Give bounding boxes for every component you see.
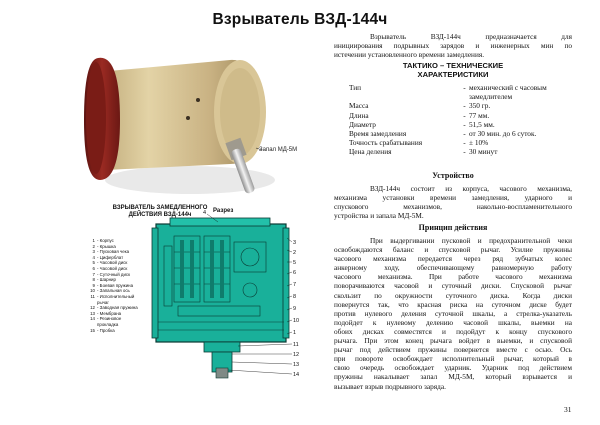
spec-value: от 30 мин. до 6 суток. bbox=[469, 129, 537, 139]
spec-name: Длина bbox=[349, 110, 369, 120]
callout-number: 8 bbox=[293, 294, 297, 300]
device-heading: Устройство bbox=[432, 171, 474, 180]
spec-value: 30 минут bbox=[469, 147, 498, 157]
spec-dash: - bbox=[463, 129, 466, 139]
principle-line: подойдет к нулевому делению часовой шкалы, выемки на bbox=[334, 317, 572, 327]
legend-text: - Мембрана bbox=[97, 310, 122, 316]
diagram-legend bbox=[86, 238, 156, 333]
legend-text: - Часовой диск bbox=[97, 265, 128, 271]
spec-row bbox=[349, 138, 579, 147]
legend-item bbox=[86, 328, 156, 334]
legend-number: 9 bbox=[92, 282, 95, 288]
intro-line: истечении установленного времени замедления. bbox=[334, 50, 485, 60]
legend-text: - Часовой диск bbox=[97, 260, 128, 266]
legend-text-cont: прокладка bbox=[97, 321, 119, 327]
spec-dash: - bbox=[463, 83, 466, 92]
device-line: ВЗД-144ч состоит из корпуса, часового механизма, bbox=[370, 184, 572, 193]
legend-item bbox=[86, 294, 156, 300]
principle-line: рычаг под действием пружины повернется вместе с осью. Ось bbox=[334, 345, 572, 355]
spec-dash: - bbox=[463, 110, 466, 120]
spec-dash: - bbox=[463, 147, 466, 157]
principle-line: поворачиваются часовой и суточный диски. Спусковой рычаг bbox=[334, 281, 572, 291]
principle-paragraph bbox=[334, 236, 572, 391]
callout-number: 12 bbox=[293, 352, 300, 358]
principle-line: повернутся так, что красная риска на суточном диске будет bbox=[334, 299, 572, 309]
spec-row bbox=[349, 101, 579, 110]
spec-value: механический с часовым bbox=[469, 83, 547, 92]
principle-line: вызывает взрыв подрывного заряда. bbox=[334, 381, 446, 391]
principle-line: освобождаются баланс и спусковой рычаг. Усилие пружины bbox=[334, 245, 572, 255]
spec-name: Масса bbox=[349, 101, 369, 111]
specs-heading bbox=[334, 61, 572, 79]
legend-number: 12 bbox=[90, 305, 95, 311]
callout-number: 2 bbox=[293, 250, 297, 256]
legend-text: - Заводная пружина bbox=[97, 305, 138, 311]
spec-value: 77 мм. bbox=[469, 110, 490, 120]
intro-line: Взрыватель ВЗД-144ч предназначается для bbox=[370, 32, 572, 41]
principle-line: пружины накалывает запал МД-5М, который взрывается и bbox=[334, 372, 572, 382]
callout-number: 14 bbox=[293, 372, 300, 378]
legend-number: 8 bbox=[92, 277, 95, 283]
callout-number: 9 bbox=[293, 306, 297, 312]
legend-text: - Резиновое bbox=[97, 316, 122, 322]
callout-number: 11 bbox=[293, 342, 299, 348]
diagram-caption bbox=[100, 205, 220, 219]
callout-number: 13 bbox=[293, 362, 300, 368]
spec-row bbox=[349, 147, 579, 156]
specs-heading-line: ХАРАКТЕРИСТИКИ bbox=[417, 70, 489, 80]
callout-number: 7 bbox=[293, 282, 297, 288]
spec-row bbox=[349, 120, 579, 129]
spec-name: Цена деления bbox=[349, 147, 392, 157]
principle-line: обоих дисках совместятся и подойдут к концу спускового bbox=[334, 326, 572, 336]
callout-number: 5 bbox=[293, 260, 297, 266]
legend-number: 7 bbox=[92, 271, 95, 277]
legend-text: - Крышка bbox=[97, 243, 116, 249]
spec-value: 350 гр. bbox=[469, 101, 491, 111]
legend-number: 6 bbox=[92, 265, 95, 271]
spec-row bbox=[349, 129, 579, 138]
legend-number: 15 bbox=[90, 327, 95, 333]
principle-line: свою очередь освобождает ударник. Ударник под действием bbox=[334, 363, 572, 373]
legend-number: 10 bbox=[90, 288, 95, 294]
spec-name: Точность срабатывания bbox=[349, 138, 423, 148]
legend-number: 11 bbox=[90, 293, 95, 299]
legend-text: - Боевая пружина bbox=[97, 282, 134, 288]
diagram-caption-line: ДЕЙСТВИЯ ВЗД-144ч bbox=[128, 212, 192, 218]
legend-text: - Циферблат bbox=[97, 254, 124, 260]
spec-name: Тип bbox=[349, 83, 362, 92]
legend-text-cont: рычаг bbox=[97, 299, 109, 305]
intro-paragraph bbox=[334, 32, 572, 59]
legend-number: 4 bbox=[92, 254, 95, 260]
legend-text: - Пусковая чека bbox=[97, 249, 130, 255]
legend-number: 13 bbox=[90, 310, 95, 316]
principle-line: рычага. При этом конец рычага войдет в выемки, и спусковой bbox=[334, 336, 572, 346]
principle-line: против нулевого деления суточной шкалы, а стрелка-указатель bbox=[334, 308, 572, 318]
spec-value: ± 10% bbox=[469, 138, 489, 148]
legend-text: - Шарнир bbox=[97, 277, 116, 283]
legend-number: 14 bbox=[90, 316, 95, 322]
spec-dash: - bbox=[463, 119, 466, 129]
spec-value: 51,5 мм. bbox=[469, 119, 495, 129]
intro-line: инициирования подрывных зарядов и инженерных мин по bbox=[334, 41, 572, 51]
device-line: механизма установки времени замедления, ударного и bbox=[334, 193, 572, 203]
legend-text: - Запальная ось bbox=[97, 288, 130, 294]
page-title: Взрыватель ВЗД-144ч bbox=[212, 11, 388, 28]
spec-row bbox=[349, 83, 579, 92]
callout-number: 6 bbox=[293, 270, 297, 276]
legend-text: - Корпус bbox=[97, 238, 114, 243]
specs-heading-line: ТАКТИКО – ТЕХНИЧЕСКИЕ bbox=[402, 61, 504, 70]
device-line: устройства и запала МД-5М. bbox=[334, 211, 424, 221]
spec-dash: - bbox=[463, 101, 466, 111]
principle-line: скользит по окружности суточного диска. Когда диски bbox=[334, 290, 572, 300]
callout-number: 3 bbox=[293, 240, 297, 246]
legend-text: - Суточный диск bbox=[97, 271, 131, 277]
principle-heading: Принцип действия bbox=[418, 223, 488, 232]
diagram-caption-line: ВЗРЫВАТЕЛЬ ЗАМЕДЛЕННОГО bbox=[112, 205, 208, 211]
principle-line: часового механизма. При работе часового механизма bbox=[334, 272, 572, 282]
legend-number: 1 bbox=[92, 238, 95, 243]
callout-number: 4 bbox=[203, 210, 207, 216]
legend-number: 5 bbox=[92, 260, 95, 266]
spec-dash: - bbox=[463, 138, 466, 148]
principle-line: при повороте освобождает исполнительный рычаг, который в bbox=[334, 354, 572, 364]
legend-number: 2 bbox=[92, 243, 95, 249]
device-line: спускового механизмов, накольно-воспламенительного bbox=[334, 202, 572, 212]
principle-line: При выдергивании пусковой и предохранительной чеки bbox=[370, 236, 572, 245]
spec-row bbox=[349, 111, 579, 120]
diagram-cut-label: Разрез bbox=[213, 208, 234, 214]
specs-table bbox=[349, 83, 579, 157]
legend-text: - Пробка bbox=[97, 327, 115, 333]
principle-line: анкерному ходу, обеспечивающему равномерную работу bbox=[334, 263, 572, 273]
fuze-photo bbox=[80, 30, 330, 202]
photo-callout-label: Запал МД-5М bbox=[259, 147, 298, 153]
legend-text: - Исполнительный bbox=[97, 293, 135, 299]
spec-name: Время замедления bbox=[349, 129, 407, 139]
spec-value-cont: замедлителем bbox=[469, 92, 513, 102]
page-number: 31 bbox=[564, 405, 572, 414]
callout-number: 10 bbox=[293, 318, 300, 324]
legend-number: 3 bbox=[92, 249, 95, 255]
device-paragraph bbox=[334, 184, 572, 220]
principle-line: часового механизма передается через ряд зубчатых колес bbox=[334, 254, 572, 264]
spec-name: Диаметр bbox=[349, 119, 376, 129]
callout-number: 1 bbox=[293, 330, 297, 336]
